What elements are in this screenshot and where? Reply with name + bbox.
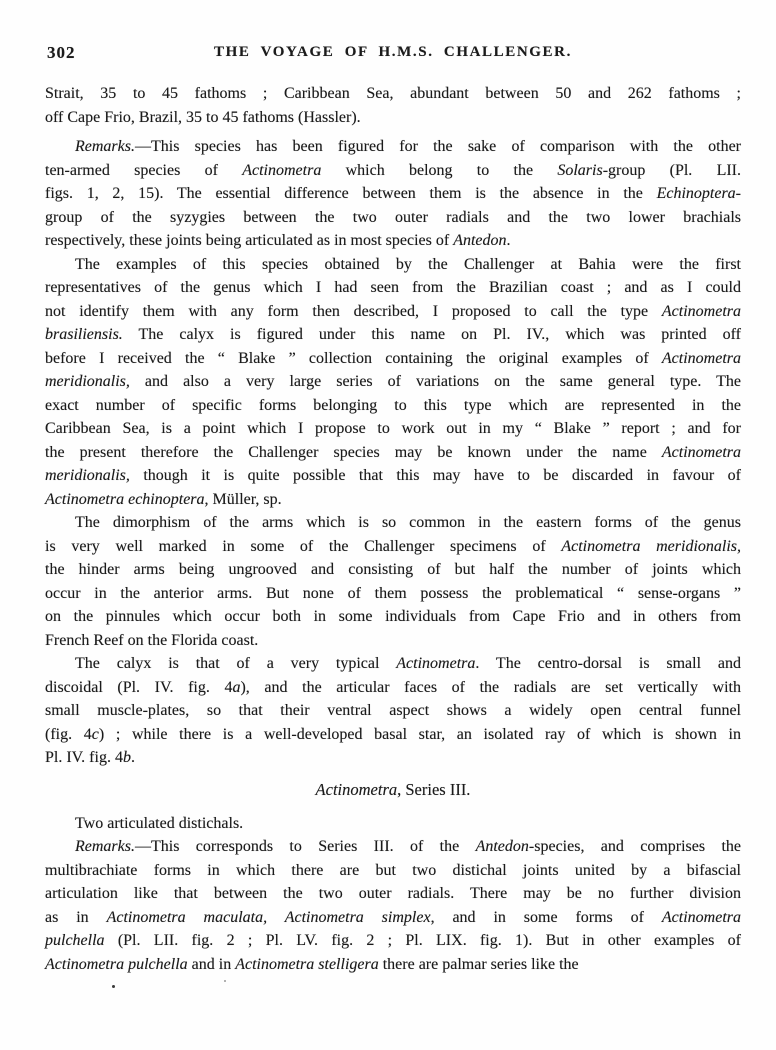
species-name: Actinometra [661, 443, 741, 461]
text-run: group of the syzygies between the two outer radials and the two lower brachials [45, 208, 741, 226]
text-line [45, 135, 741, 159]
text-run: —This corresponds to Series III. of the [134, 838, 476, 855]
text-run: articulation like that between the two outer radials. There may be no further division [45, 885, 741, 902]
text-run: (Pl. LII. fig. 2 ; Pl. LV. fig. 2 ; Pl. LIX. fig. 1). But in other examples of [104, 932, 741, 949]
text-run: figs. 1, 2, 15). The essential difference between them is the absence in the [45, 185, 657, 202]
text-line [45, 699, 741, 723]
text-line [45, 229, 741, 253]
species-name: Remarks. [75, 838, 135, 855]
scan-speck [224, 980, 226, 982]
text-run: on the pinnules which occur both in some individuals from Cape Frio and in others from [45, 608, 741, 625]
text-run: multibrachiate forms in which there are but two distichal joints united by a bifascial [45, 861, 741, 879]
text-line [45, 906, 741, 930]
text-line [45, 953, 741, 977]
text-line [45, 535, 741, 559]
species-name: Remarks. [75, 138, 135, 155]
text-run: Caribbean Sea, is a point which I propose to work out in my “ Blake ” report ; and for [45, 420, 741, 437]
text-line [45, 723, 741, 747]
text-line [45, 347, 741, 371]
species-name: c [91, 725, 99, 743]
paragraph [45, 652, 741, 770]
text-run: though it is quite possible that this may have to be discarded in favour of [129, 467, 741, 484]
paragraph [45, 82, 741, 129]
text-run: The examples of this species obtained by the Challenger at Bahia were the first [75, 255, 741, 273]
text-run: is very well marked in some of the Challenger specimens of [45, 537, 562, 555]
species-name: Actinometra [396, 655, 476, 672]
text-line [45, 488, 741, 512]
species-name: meridionalis, [45, 373, 130, 390]
text-run: —This species has been figured for the sake of comparison with the other [134, 138, 741, 155]
text-run: the present therefore the Challenger species may be known under the name [45, 443, 662, 461]
text-line [45, 441, 741, 465]
species-name: Actinometra stelligera [235, 955, 379, 973]
species-name: Actinometra meridionalis, [561, 537, 742, 555]
text-run: . The centro-dorsal is small and [475, 655, 741, 672]
scan-speck [112, 985, 115, 988]
species-name: pulchella [45, 932, 105, 949]
text-block [45, 82, 741, 976]
text-line [45, 323, 741, 347]
text-line [45, 812, 741, 836]
running-header [45, 43, 741, 61]
text-line [45, 676, 741, 700]
text-line [45, 558, 741, 582]
text-line [45, 106, 741, 130]
text-run: Strait, 35 to 45 fathoms ; Caribbean Sea, abundant between 50 and 262 fathoms ; [45, 85, 741, 102]
text-line [45, 582, 741, 606]
text-run: the hinder arms being ungrooved and consisting of but half the number of joints which [45, 561, 741, 578]
page-content [45, 43, 741, 976]
species-name: a [232, 678, 241, 696]
text-line [45, 417, 741, 441]
text-run: The dimorphism of the arms which is so common in the eastern forms of the genus [75, 514, 741, 531]
text-run: -group (Pl. LII. [602, 161, 741, 179]
text-run: not identify them with any form then described, I proposed to call the type [45, 302, 662, 320]
paragraph [45, 835, 741, 976]
species-name: Actinometra pulchella [45, 955, 188, 973]
text-run: , and in some forms of [430, 908, 662, 926]
text-line [45, 370, 741, 394]
text-run: The calyx is that of a very typical [75, 655, 397, 672]
text-line [45, 629, 741, 653]
text-line [45, 778, 741, 802]
text-run: -species, and comprises the [528, 838, 741, 855]
paragraph [45, 253, 741, 512]
text-line [45, 835, 741, 859]
paragraph [45, 812, 741, 836]
species-name: Actinometra [242, 161, 322, 179]
text-line [45, 929, 741, 953]
text-line [45, 182, 741, 206]
text-run: , Series III. [397, 780, 471, 799]
species-name: Actinometra [315, 780, 398, 799]
text-run: as in [45, 908, 107, 926]
species-name: brasiliensis. [45, 326, 123, 343]
text-run: ) ; while there is a well-developed basal star, an isolated ray of which is shown in [98, 725, 742, 743]
text-run: discoidal (Pl. IV. fig. 4 [45, 678, 233, 696]
text-line [45, 511, 741, 535]
text-run: exact number of specific forms belonging to this type which are represented in the [45, 396, 741, 414]
text-run: there are palmar series like the [378, 955, 579, 973]
species-name: Echinoptera [656, 185, 736, 202]
species-name: Actinometra echinoptera [45, 490, 205, 508]
text-run: which belong to the [321, 161, 558, 179]
text-line [45, 206, 741, 230]
text-run: , Müller, sp. [204, 490, 282, 508]
page-number: 302 [47, 43, 76, 62]
text-run: . [506, 232, 511, 249]
text-run: respectively, these joints being articulated as in most species of [45, 232, 454, 249]
text-run: and also a very large series of variations on the same general type. The [129, 373, 741, 390]
text-line [45, 652, 741, 676]
text-line [45, 605, 741, 629]
species-name: Actinometra [661, 302, 741, 320]
text-run: before I received the “ Blake ” collection containing the original examples of [45, 349, 662, 367]
species-name: Solaris [557, 161, 603, 179]
species-name: Actinometra [661, 908, 741, 926]
text-run: (fig. 4 [45, 725, 92, 743]
text-run: representatives of the genus which I had seen from the Brazilian coast ; and as I could [45, 279, 741, 296]
text-line [45, 394, 741, 418]
species-name: meridionalis, [45, 467, 130, 484]
text-line [45, 253, 741, 277]
text-run: small muscle-plates, so that their ventral aspect shows a widely open central funnel [45, 702, 741, 719]
species-name: Actinometra [661, 349, 741, 367]
text-line [45, 859, 741, 883]
paragraph [45, 511, 741, 652]
text-line [45, 746, 741, 770]
text-run: French Reef on the Florida coast. [45, 631, 259, 649]
text-run: - [735, 185, 741, 202]
text-line [45, 159, 741, 183]
text-run: ten-armed species of [45, 161, 243, 179]
species-name: Antedon [475, 838, 529, 855]
text-run: off Cape Frio, Brazil, 35 to 45 fathoms (Hassler). [45, 108, 361, 126]
text-line [45, 882, 741, 906]
text-run: Two articulated distichals. [75, 814, 244, 832]
text-run: Pl. IV. fig. 4 [45, 749, 123, 766]
page-title: THE VOYAGE OF H.M.S. CHALLENGER. [214, 44, 572, 60]
text-run: occur in the anterior arms. But none of them possess the problematical “ sense-organs ” [45, 584, 741, 602]
species-name: Actinometra maculata, Actinometra simplex [106, 908, 431, 926]
text-line [45, 464, 741, 488]
text-run: ), and the articular faces of the radials are set vertically with [240, 678, 741, 696]
text-line [45, 276, 741, 300]
paragraph [45, 135, 741, 253]
text-line [45, 300, 741, 324]
text-run: and in [187, 955, 236, 973]
species-name: Antedon [453, 232, 507, 249]
text-run: . [130, 749, 135, 766]
species-name: b [122, 749, 131, 766]
text-run: The calyx is figured under this name on Pl. IV., which was printed off [122, 326, 741, 343]
text-line [45, 82, 741, 106]
section-heading [45, 778, 741, 802]
